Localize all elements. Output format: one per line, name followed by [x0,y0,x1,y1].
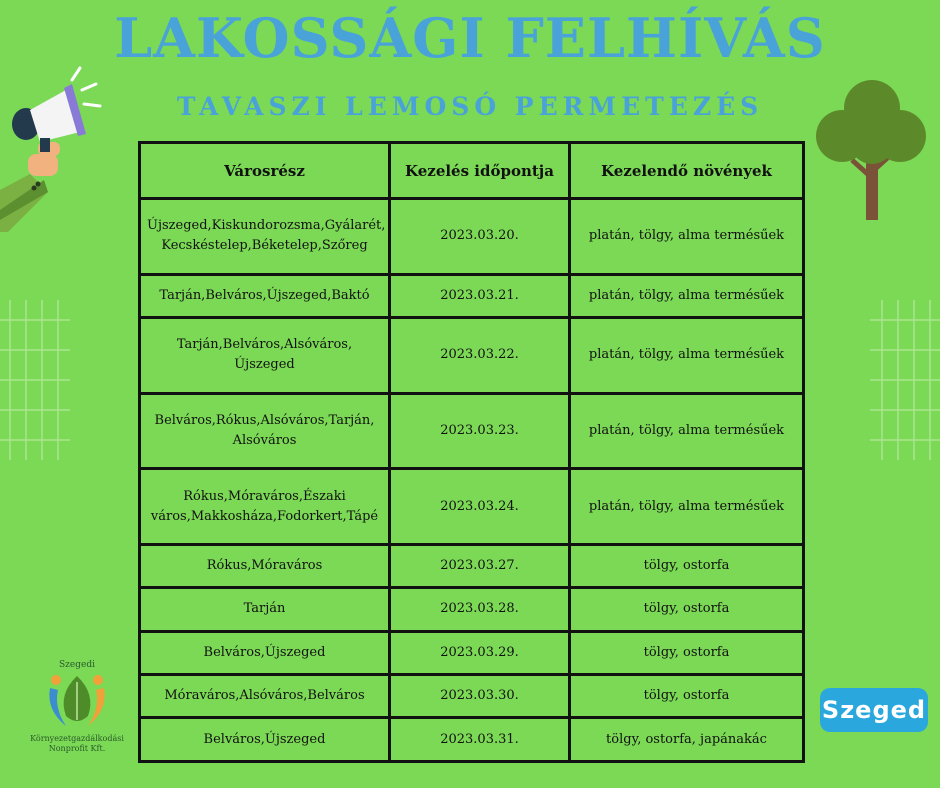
district-cell: Tarján [140,588,390,631]
plants-cell: tölgy, ostorfa [570,631,804,674]
district-cell: Tarján,Belváros,Alsóváros, Újszeged [140,318,390,394]
tree-icon [812,78,932,223]
column-header-district: Városrész [140,143,390,199]
table-row [140,588,804,631]
plants-cell: tölgy, ostorfa, japánakác [570,718,804,762]
leaf-people-icon [44,670,110,730]
logo-bottom-text-1: Környezetgazdálkodási [30,734,124,743]
logo-bottom-text-2: Nonprofit Kft. [48,744,106,753]
plants-cell: platán, tölgy, alma termésűek [570,274,804,317]
szeged-logo: Szeged [820,688,928,732]
date-cell: 2023.03.29. [390,631,570,674]
grid-decoration-left [0,300,70,460]
date-cell: 2023.03.30. [390,675,570,718]
logo-top-text: Szegedi [59,660,95,670]
table-row [140,718,804,762]
date-cell: 2023.03.24. [390,469,570,545]
table-header-row [140,143,804,199]
date-cell: 2023.03.31. [390,718,570,762]
district-cell: Belváros,Újszeged [140,631,390,674]
company-logo [22,660,132,770]
table-row [140,631,804,674]
column-header-date: Kezelés időpontja [390,143,570,199]
district-cell: Tarján,Belváros,Újszeged,Baktó [140,274,390,317]
district-cell: Rókus,Móraváros [140,544,390,587]
table-row [140,544,804,587]
plants-cell: platán, tölgy, alma termésűek [570,469,804,545]
date-cell: 2023.03.20. [390,199,570,275]
page-subtitle: TAVASZI LEMOSÓ PERMETEZÉS [176,92,764,121]
district-cell: Rókus,Móraváros,Északi város,Makkosháza,Fodorkert,Tápé [140,469,390,545]
plants-cell: tölgy, ostorfa [570,675,804,718]
district-cell: Újszeged,Kiskundorozsma,Gyálarét, Kecskéstelep,Béketelep,Szőreg [140,199,390,275]
column-header-plants: Kezelendő növények [570,143,804,199]
grid-decoration-right [870,300,940,460]
megaphone-icon [0,62,110,232]
date-cell: 2023.03.28. [390,588,570,631]
table-row [140,274,804,317]
date-cell: 2023.03.22. [390,318,570,394]
plants-cell: platán, tölgy, alma termésűek [570,393,804,469]
plants-cell: tölgy, ostorfa [570,544,804,587]
table-row [140,393,804,469]
table-row [140,199,804,275]
date-cell: 2023.03.23. [390,393,570,469]
district-cell: Belváros,Újszeged [140,718,390,762]
table-row [140,469,804,545]
table-row [140,675,804,718]
district-cell: Belváros,Rókus,Alsóváros,Tarján, Alsóváros [140,393,390,469]
plants-cell: platán, tölgy, alma termésűek [570,318,804,394]
plants-cell: tölgy, ostorfa [570,588,804,631]
plants-cell: platán, tölgy, alma termésűek [570,199,804,275]
page-title: LAKOSSÁGI FELHÍVÁS [114,6,826,70]
date-cell: 2023.03.27. [390,544,570,587]
date-cell: 2023.03.21. [390,274,570,317]
table-row [140,318,804,394]
schedule-table [138,141,805,763]
district-cell: Móraváros,Alsóváros,Belváros [140,675,390,718]
